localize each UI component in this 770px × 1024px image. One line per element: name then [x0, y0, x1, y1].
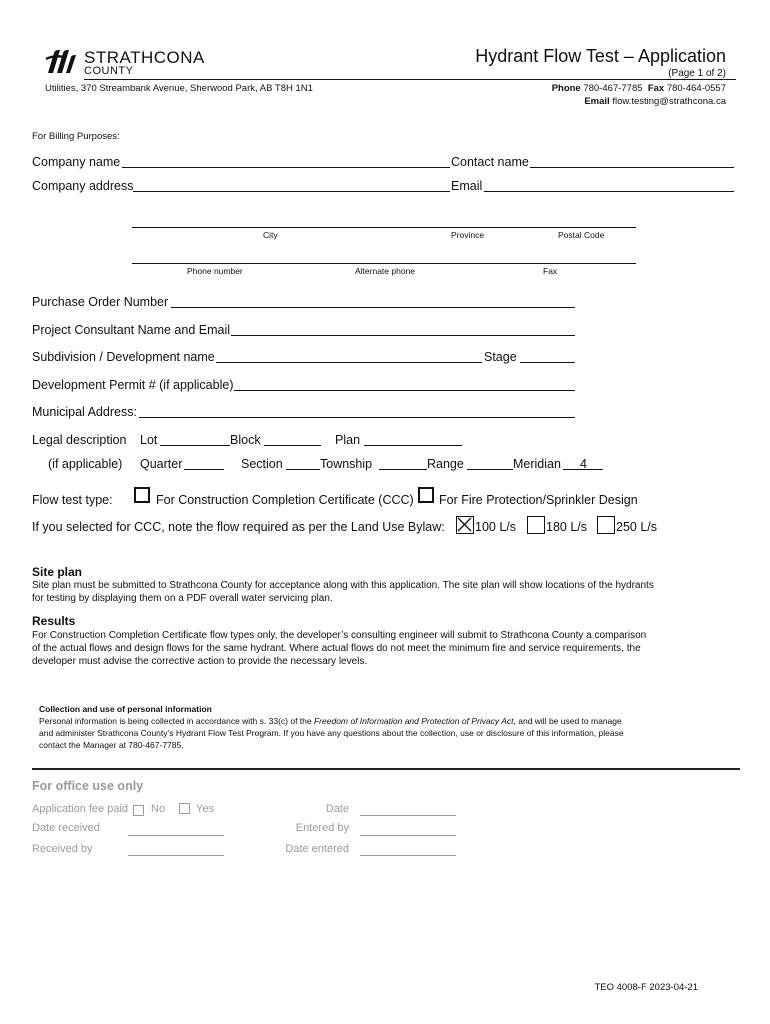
block-field[interactable]: [264, 435, 321, 446]
phone-fax-field[interactable]: [132, 253, 636, 264]
privacy-line-3: contact the Manager at 780-467-7785.: [39, 740, 184, 750]
contact-name-field[interactable]: [530, 157, 734, 168]
municipal-address-field[interactable]: [139, 407, 575, 418]
township-label: Township: [320, 457, 373, 471]
purchase-order-field[interactable]: [171, 297, 575, 308]
logo: [44, 47, 204, 77]
plan-label: Plan: [335, 433, 361, 447]
strathcona-logo-mark-icon: [44, 47, 78, 75]
flow-100-checkbox[interactable]: [456, 516, 474, 534]
page-title: Hydrant Flow Test – Application: [475, 46, 726, 66]
company-address-label: Company address: [32, 179, 134, 193]
flow-250-label: 250 L/s: [616, 520, 658, 534]
received-by-label: Received by: [32, 843, 93, 855]
range-field[interactable]: [467, 459, 513, 470]
province-caption: Province: [451, 230, 485, 240]
lot-field[interactable]: [160, 435, 230, 446]
office-divider: [32, 768, 740, 770]
city-province-postal-field[interactable]: [132, 217, 636, 228]
fee-no-checkbox[interactable]: [133, 805, 144, 816]
form-code: TEO 4008-F 2023-04-21: [594, 982, 698, 993]
header-phone-fax: [552, 83, 726, 94]
subdivision-field[interactable]: [216, 352, 482, 363]
plan-field[interactable]: [364, 435, 462, 446]
meridian-value: 4: [580, 457, 587, 471]
date-received-label: Date received: [32, 822, 100, 834]
site-plan-line-1: Site plan must be submitted to Strathcona County for acceptance along with this application. The site plan will show locations of the hydrants: [32, 580, 654, 591]
received-by-field[interactable]: [128, 845, 224, 856]
company-address-field[interactable]: [133, 181, 450, 192]
date-label: Date: [325, 803, 349, 815]
flow-100-label: 100 L/s: [475, 520, 517, 534]
site-plan-heading: Site plan: [32, 565, 83, 579]
header-rule: [84, 79, 736, 80]
city-caption: City: [263, 230, 278, 240]
township-field[interactable]: [379, 459, 427, 470]
entered-by-field[interactable]: [360, 825, 456, 836]
permit-label: Development Permit # (if applicable): [32, 378, 234, 392]
fee-yes-checkbox[interactable]: [179, 803, 190, 814]
site-plan-line-2: for testing by displaying them on a PDF overall water servicing plan.: [32, 593, 333, 604]
date-field[interactable]: [360, 805, 456, 816]
logo-text-county: COUNTY: [84, 65, 134, 77]
header-email: [584, 96, 726, 107]
privacy-heading: Collection and use of personal information: [39, 704, 212, 714]
company-name-label: Company name: [32, 155, 121, 169]
flow-250-checkbox[interactable]: [597, 516, 615, 534]
consultant-field[interactable]: [231, 325, 575, 336]
fee-yes-label: Yes: [196, 803, 214, 815]
page-indicator: (Page 1 of 2): [668, 68, 726, 79]
phone-number-caption: Phone number: [187, 266, 243, 276]
fire-protection-checkbox[interactable]: [418, 487, 434, 503]
section-label: Section: [241, 457, 283, 471]
billing-email-field[interactable]: [484, 181, 734, 192]
billing-heading: For Billing Purposes:: [32, 131, 120, 142]
ccc-option-label: For Construction Completion Certificate (CCC): [156, 493, 414, 507]
meridian-label: Meridian: [513, 457, 561, 471]
company-name-field[interactable]: [122, 157, 450, 168]
office-heading: For office use only: [32, 779, 144, 793]
ccc-note: If you selected for CCC, note the flow required as per the Land Use Bylaw:: [32, 520, 445, 534]
alternate-phone-caption: Alternate phone: [355, 266, 416, 276]
email-value: flow.testing@strathcona.ca: [612, 96, 726, 107]
quarter-field[interactable]: [184, 459, 224, 470]
results-heading: Results: [32, 614, 76, 628]
legal-description-label: Legal description: [32, 433, 127, 447]
checked-x-icon: [457, 517, 472, 532]
purchase-order-label: Purchase Order Number: [32, 295, 169, 309]
consultant-label: Project Consultant Name and Email: [32, 323, 231, 337]
results-line-1: For Construction Completion Certificate flow types only, the developer’s consulting engineer will submit to Strathcona County a comparison: [32, 630, 647, 641]
date-entered-field[interactable]: [360, 845, 456, 856]
flow-test-type-label: Flow test type:: [32, 493, 113, 507]
stage-field[interactable]: [520, 352, 575, 363]
privacy-act-name: Freedom of Information and Protection of Privacy Act: [313, 716, 514, 726]
results-line-2: of the actual flows and design flows for the same hydrant. Where actual flows do not meet the minimum fire and service requirements, the: [32, 643, 641, 654]
flow-180-label: 180 L/s: [546, 520, 588, 534]
permit-field[interactable]: [234, 380, 575, 391]
ccc-checkbox[interactable]: [134, 487, 150, 503]
privacy-line-1: [39, 716, 622, 726]
header-address: Utilities, 370 Streambank Avenue, Sherwood Park, AB T8H 1N1: [45, 83, 313, 94]
email-label-billing: Email: [451, 179, 483, 193]
date-entered-label: Date entered: [285, 843, 349, 855]
privacy-line-1-pre: Personal information is being collected in accordance with s. 33(c) of the: [39, 716, 314, 726]
quarter-label: Quarter: [140, 457, 183, 471]
stage-label: Stage: [484, 350, 517, 364]
fire-protection-option-label: For Fire Protection/Sprinkler Design: [439, 493, 638, 507]
fee-no-label: No: [151, 803, 166, 815]
range-label: Range: [427, 457, 464, 471]
fax-caption: Fax: [543, 266, 558, 276]
section-field[interactable]: [286, 459, 320, 470]
if-applicable-label: (if applicable): [48, 457, 123, 471]
lot-label: Lot: [140, 433, 158, 447]
postal-code-caption: Postal Code: [558, 230, 605, 240]
entered-by-label: Entered by: [295, 822, 349, 834]
municipal-address-label: Municipal Address:: [32, 405, 137, 419]
phone-label: Phone: [551, 83, 581, 94]
contact-name-label: Contact name: [451, 155, 529, 169]
privacy-line-1-post: , and will be used to manage: [513, 716, 622, 726]
logo-text-strathcona: STRATHCONA: [84, 48, 205, 67]
email-label: Email: [584, 96, 610, 107]
results-line-3: developer must advise the corrective action to provide the necessary levels.: [32, 656, 368, 667]
fax-label: Fax: [647, 83, 665, 94]
phone-value: 780-467-7785: [583, 83, 643, 94]
flow-180-checkbox[interactable]: [527, 516, 545, 534]
fax-value: 780-464-0557: [666, 83, 726, 94]
subdivision-label: Subdivision / Development name: [32, 350, 215, 364]
fee-paid-label: Application fee paid: [32, 803, 129, 815]
date-received-field[interactable]: [128, 825, 224, 836]
block-label: Block: [230, 433, 261, 447]
privacy-line-2: and administer Strathcona County’s Hydrant Flow Test Program. If you have any questions about the collection, use or disclosure of this information, please: [39, 728, 624, 738]
